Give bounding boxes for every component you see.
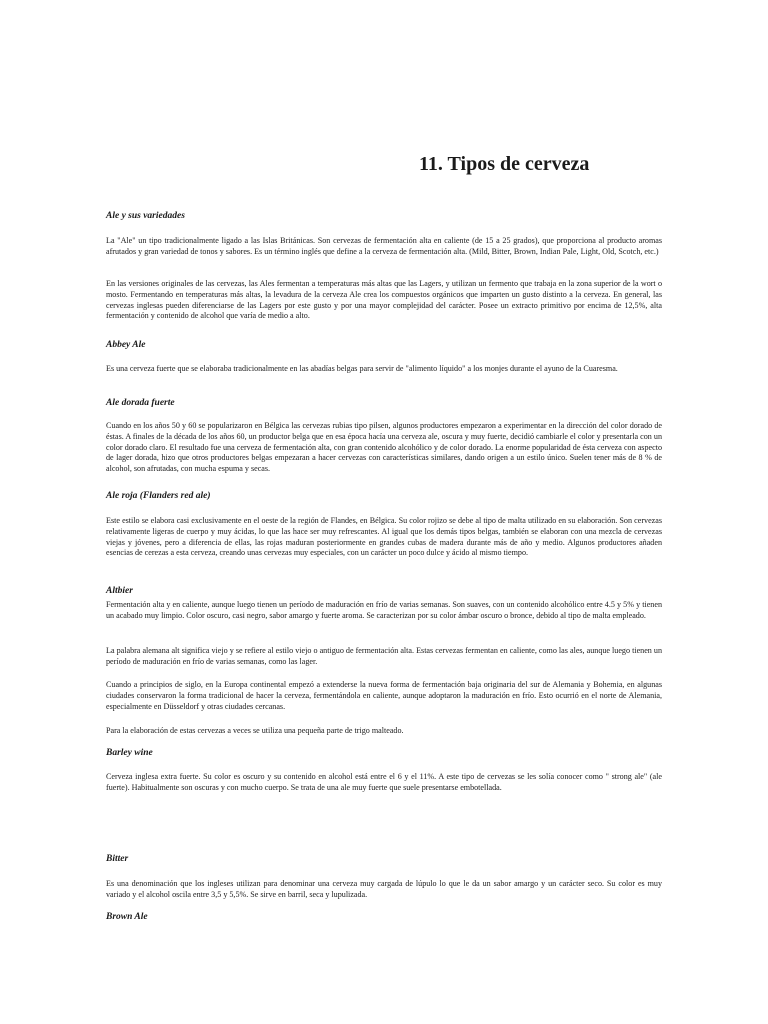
section-heading-ale-roja: Ale roja (Flanders red ale) xyxy=(106,491,211,501)
paragraph-ale-dorada-1: Cuando en los años 50 y 60 se popularizaron en Bélgica las cervezas rubias tipo pilsen, algunos productores empezaron a experimentar en la dirección del color dorado de éstas. A finales de la década de los años 60, un productor belga que en esa época hacía una cerveza ale, oscura y muy fuerte, decidió cambiarle el color y presentarla con un color dorado claro. El resultado fue una cerveza de fermentación alta, con gran contenido alcohólico y de color dorado. La enorme popularidad de ésta cerveza con aspecto de lager dorada, hizo que otros productores belgas empezaran a hacer cervezas con características similares, dando origen a un estilo único. Suelen tener más de 8 % de alcohol, son afrutadas, con mucha espuma y secas. xyxy=(106,421,662,474)
section-heading-bitter: Bitter xyxy=(106,854,129,864)
document-page xyxy=(106,0,662,1024)
paragraph-altbier-3: Cuando a principios de siglo, en la Europa continental empezó a extenderse la nueva forma de fermentación baja originaria del sur de Alemania y Bohemia, en algunas ciudades conservaron la forma tradicional de hacer la cerveza, fermentándola en caliente, aunque adoptaron la maduración en frío. Esto ocurrió en el norte de Alemania, especialmente en Düsseldorf y otras ciudades cercanas. xyxy=(106,680,662,711)
section-heading-ale: Ale y sus variedades xyxy=(106,211,185,221)
paragraph-altbier-2: La palabra alemana alt significa viejo y se refiere al estilo viejo o antiguo de fermentación alta. Estas cervezas fermentan en caliente, como las ales, aunque luego tienen un período de maduración en frío de varias semanas, como las lager. xyxy=(106,646,662,666)
paragraph-altbier-4: Para la elaboración de estas cervezas a veces se utiliza una pequeña parte de trigo malteado. xyxy=(106,726,404,735)
paragraph-bitter-1: Es una denominación que los ingleses utilizan para denominar una cerveza muy cargada de lúpulo lo que le da un sabor amargo y un carácter seco. Su color es muy variado y el alcohol oscila entre 3,5 y 5,5%. Se sirve en barril, seca y lupulizada. xyxy=(106,879,662,899)
paragraph-ale-roja-1: Este estilo se elabora casi exclusivamente en el oeste de la región de Flandes, en Bélgica. Su color rojizo se debe al tipo de malta utilizado en su elaboración. Son cervezas relativamente ligeras de cuerpo y muy ácidas, lo que las hace ser muy refrescantes. Al igual que los demás tipos belgas, también se elaboran con una mezcla de cervezas viejas y jóvenes, pero a diferencia de ellas, las rojas maduran posteriormente en grandes cubas de madera durante más de año y medio. Algunos productores añaden esencias de cerezas a esta cerveza, creando unas cervezas muy especiales, con un carácter un poco dulce y ácido al mismo tiempo. xyxy=(106,516,662,558)
paragraph-barley-wine-1: Cerveza inglesa extra fuerte. Su color es oscuro y su contenido en alcohol está entre el 6 y el 11%. A este tipo de cervezas se les solía conocer como " strong ale" (ale fuerte). Habitualmente son oscuras y con mucho cuerpo. Se trata de una ale muy fuerte que suele presentarse embotellada. xyxy=(106,772,662,792)
paragraph-ale-2: En las versiones originales de las cervezas, las Ales fermentan a temperaturas más altas que las Lagers, y utilizan un fermento que trabaja en la zona superior de la wort o mosto. Fermentando en temperaturas más altas, la levadura de la cerveza Ale crea los compuestos orgánicos que imparten un gusto distinto a la cerveza. En general, las cervezas inglesas pueden diferenciarse de las Lagers por este gusto y por una mayor complejidad del carácter. Posee un extracto primitivo por encima de 12,5%, alta fermentación y contenido de alcohol que varía de medio a alto. xyxy=(106,279,662,321)
section-heading-barley-wine: Barley wine xyxy=(106,748,153,758)
section-heading-ale-dorada: Ale dorada fuerte xyxy=(106,398,175,408)
section-heading-altbier: Altbier xyxy=(106,586,133,596)
paragraph-ale-1: La "Ale" un tipo tradicionalmente ligado a las Islas Británicas. Son cervezas de fermentación alta en caliente (de 15 a 25 grados), que proporciona al producto aromas afrutados y gran variedad de tonos y sabores. Es un término inglés que define a la cerveza de fermentación alta. (Mild, Bitter, Brown, Indian Pale, Light, Old, Scotch, etc.) xyxy=(106,236,662,256)
section-heading-abbey-ale: Abbey Ale xyxy=(106,340,146,350)
section-heading-brown-ale: Brown Ale xyxy=(106,912,148,922)
paragraph-abbey-ale-1: Es una cerveza fuerte que se elaboraba tradicionalmente en las abadías belgas para servir de "alimento líquido" a los monjes durante el ayuno de la Cuaresma. xyxy=(106,364,618,373)
page-title: 11. Tipos de cerveza xyxy=(419,153,590,175)
paragraph-altbier-1: Fermentación alta y en caliente, aunque luego tienen un período de maduración en frío de varias semanas. Son suaves, con un contenido alcohólico entre 4.5 y 5% y tienen un acabado muy limpio. Color oscuro, casi negro, sabor amargo y fuerte aroma. Se caracterizan por su color ámbar oscuro o bronce, debido al tipo de malta empleado. xyxy=(106,600,662,620)
